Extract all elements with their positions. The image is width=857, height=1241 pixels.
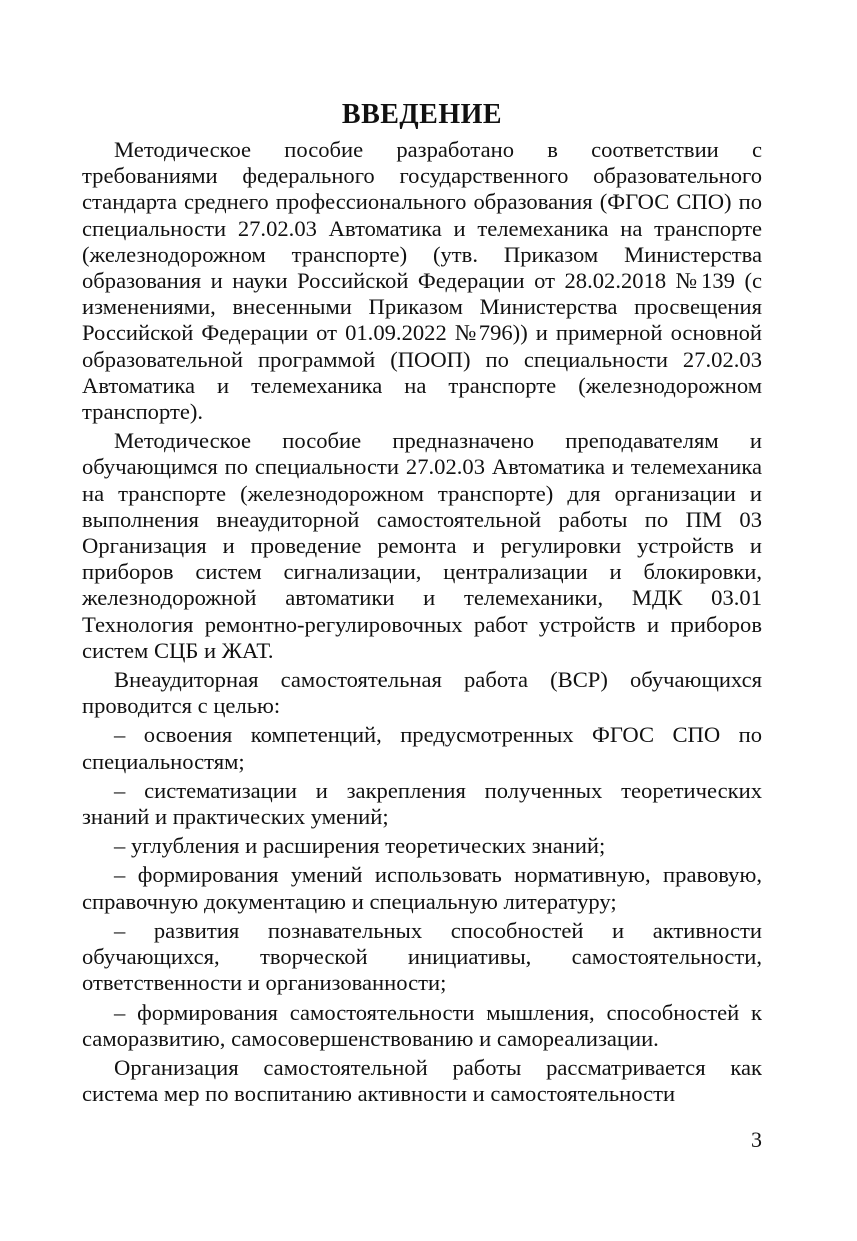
list-item: – систематизации и закрепления полученных теоретических знаний и практических умений;	[82, 777, 762, 830]
page-title: ВВЕДЕНИЕ	[341, 99, 503, 130]
page-number: 3	[751, 1127, 762, 1152]
list-item: – формирования самостоятельности мышления, способностей к саморазвитию, самосовершенствованию и самореализации.	[82, 999, 762, 1051]
list-item: – углубления и расширения теоретических знаний;	[114, 833, 606, 859]
document-page	[82, 95, 762, 1107]
list-item: – развития познавательных способностей и активности обучающихся, творческой инициативы, самостоятельности, ответственности и организованности;	[82, 917, 762, 996]
closing-paragraph: Организация самостоятельной работы рассматривается как система мер по воспитанию активности и самостоятельности	[82, 1054, 762, 1107]
purpose-paragraph: Методическое пособие предназначено преподавателям и обучающимся по специальности 27.02.03 Автоматика и телемеханика на транспорте (железнодорожном транспорте) для организации и выполнения внеаудиторной самостоятельной работы по ПМ 03 Организация и проведение ремонта и регулировки устройств и приборов систем сигнализации, централизации и блокировки, железнодорожной автоматики и телемеханики, МДК 03.01 Технология ремонтно-регулировочных работ устройств и приборов систем СЦБ и ЖАТ.	[82, 428, 762, 663]
list-item: – освоения компетенций, предусмотренных ФГОС СПО по специальностям;	[82, 722, 762, 774]
intro-paragraph: Методическое пособие разработано в соответствии с требованиями федерального государственного образовательного стандарта среднего профессионального образования (ФГОС СПО) по специальности 27.02.03 Автоматика и телемеханика на транспорте (железнодорожном транспорте) (утв. Приказом Министерства образования и науки Российской Федерации от 28.02.2018 №139 (с изменениями, внесенными Приказом Министерства просвещения Российской Федерации от 01.09.2022 №796)) и примерной основной образовательной программой (ПООП) по специальности 27.02.03 Автоматика и телемеханика на транспорте (железнодорожном транспорте).	[82, 137, 762, 425]
goals-intro-paragraph: Внеаудиторная самостоятельная работа (ВСР) обучающихся проводится с целью:	[82, 667, 762, 719]
list-item: – формирования умений использовать нормативную, правовую, справочную документацию и специальную литературу;	[82, 862, 762, 914]
